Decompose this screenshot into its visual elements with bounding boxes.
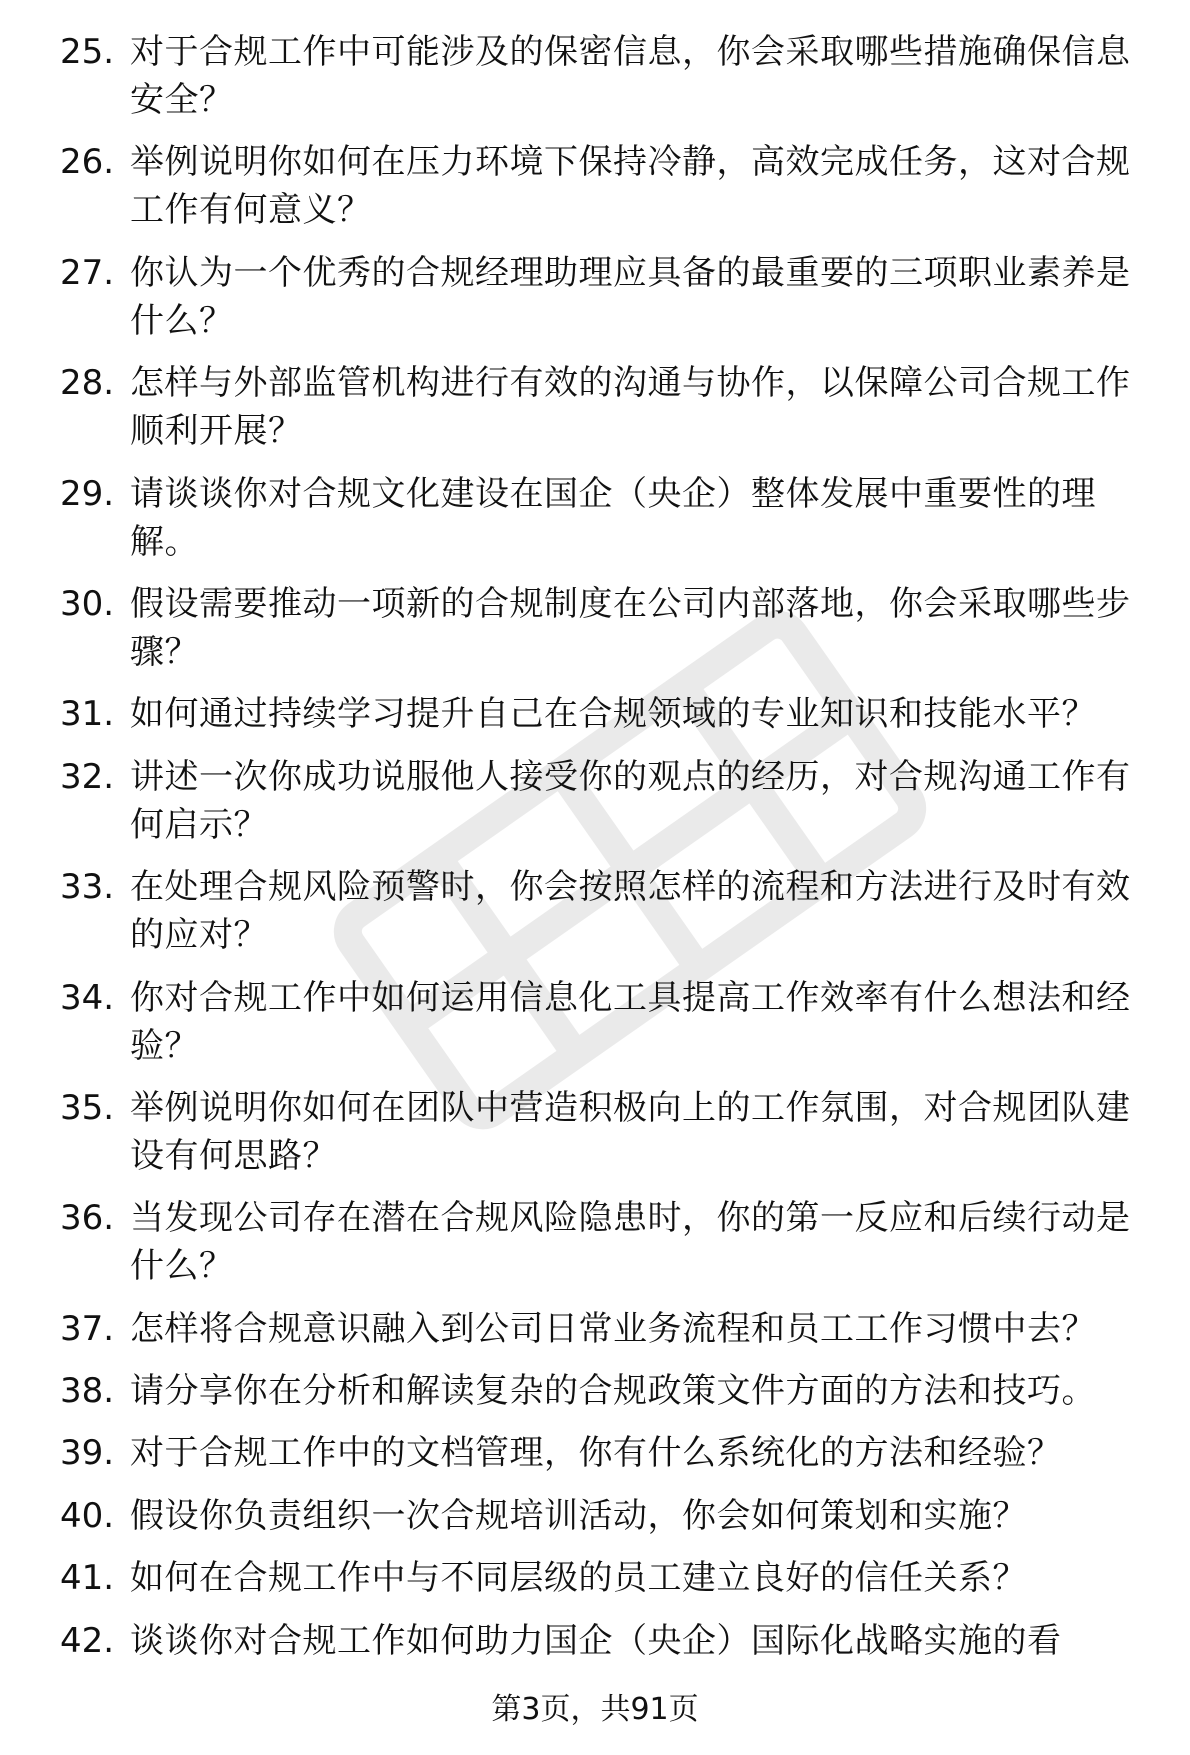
question-number: 27.: [60, 252, 115, 293]
question-text: 当发现公司存在潜在合规风险隐患时，你的第一反应和后续行动是什么？: [130, 1198, 1131, 1287]
question-item: [0, 1554, 1190, 1602]
question-number: 40.: [60, 1495, 115, 1536]
question-number: 34.: [60, 977, 115, 1018]
question-item: [0, 1084, 1190, 1180]
question-number: 38.: [60, 1371, 115, 1412]
question-text: 举例说明你如何在团队中营造积极向上的工作氛围，对合规团队建设有何思路？: [130, 1087, 1131, 1176]
question-text: 如何在合规工作中与不同层级的员工建立良好的信任关系？: [130, 1558, 1027, 1599]
question-text: 如何通过持续学习提升自己在合规领域的专业知识和技能水平？: [130, 694, 1096, 735]
question-number: 31.: [60, 694, 115, 735]
question-number: 41.: [60, 1558, 115, 1599]
question-text: 请谈谈你对合规文化建设在国企（央企）整体发展中重要性的理解。: [130, 473, 1096, 562]
question-text: 谈谈你对合规工作如何助力国企（央企）国际化战略实施的看: [130, 1620, 1062, 1661]
question-text: 举例说明你如何在压力环境下保持冷静，高效完成任务，这对合规工作有何意义？: [130, 142, 1131, 231]
question-text: 怎样将合规意识融入到公司日常业务流程和员工工作习惯中去？: [130, 1308, 1096, 1349]
question-number: 39.: [60, 1433, 115, 1474]
question-text: 对于合规工作中的文档管理，你有什么系统化的方法和经验？: [130, 1433, 1062, 1474]
question-number: 35.: [60, 1087, 115, 1128]
question-item: [0, 1492, 1190, 1540]
question-number: 32.: [60, 756, 115, 797]
question-text: 你认为一个优秀的合规经理助理应具备的最重要的三项职业素养是什么？: [130, 252, 1131, 341]
question-number: 25.: [60, 32, 115, 72]
question-item: [0, 1305, 1190, 1353]
question-text: 假设需要推动一项新的合规制度在公司内部落地，你会采取哪些步骤？: [130, 583, 1131, 672]
question-number: 29.: [60, 473, 115, 514]
question-item: [0, 1367, 1190, 1415]
question-number: 42.: [60, 1620, 115, 1661]
question-item: [0, 138, 1190, 234]
question-item: [0, 1194, 1190, 1290]
question-item: [0, 1617, 1190, 1665]
question-item: [0, 863, 1190, 959]
question-text: 假设你负责组织一次合规培训活动，你会如何策划和实施？: [130, 1495, 1027, 1536]
question-text: 请分享你在分析和解读复杂的合规政策文件方面的方法和技巧。: [130, 1371, 1096, 1412]
question-item: [0, 28, 1190, 124]
question-item: [0, 359, 1190, 455]
question-number: 28.: [60, 363, 115, 404]
question-number: 37.: [60, 1308, 115, 1349]
question-number: 33.: [60, 867, 115, 908]
question-text: 怎样与外部监管机构进行有效的沟通与协作，以保障公司合规工作顺利开展？: [130, 363, 1131, 452]
page-number-footer: 第3页，共91页: [491, 1692, 699, 1727]
question-item: [0, 753, 1190, 849]
question-number: 36.: [60, 1198, 115, 1239]
question-item: [0, 580, 1190, 676]
question-number: 30.: [60, 583, 115, 624]
question-number: 26.: [60, 142, 115, 183]
question-item: [0, 249, 1190, 345]
question-item: [0, 690, 1190, 738]
question-text: 对于合规工作中可能涉及的保密信息，你会采取哪些措施确保信息安全？: [130, 32, 1131, 120]
question-item: [0, 1429, 1190, 1477]
question-text: 在处理合规风险预警时，你会按照怎样的流程和方法进行及时有效的应对？: [130, 867, 1131, 956]
question-text: 讲述一次你成功说服他人接受你的观点的经历，对合规沟通工作有何启示？: [130, 756, 1131, 845]
question-text: 你对合规工作中如何运用信息化工具提高工作效率有什么想法和经验？: [130, 977, 1131, 1066]
question-item: [0, 974, 1190, 1070]
question-list: [0, 28, 1190, 1679]
question-item: [0, 470, 1190, 566]
